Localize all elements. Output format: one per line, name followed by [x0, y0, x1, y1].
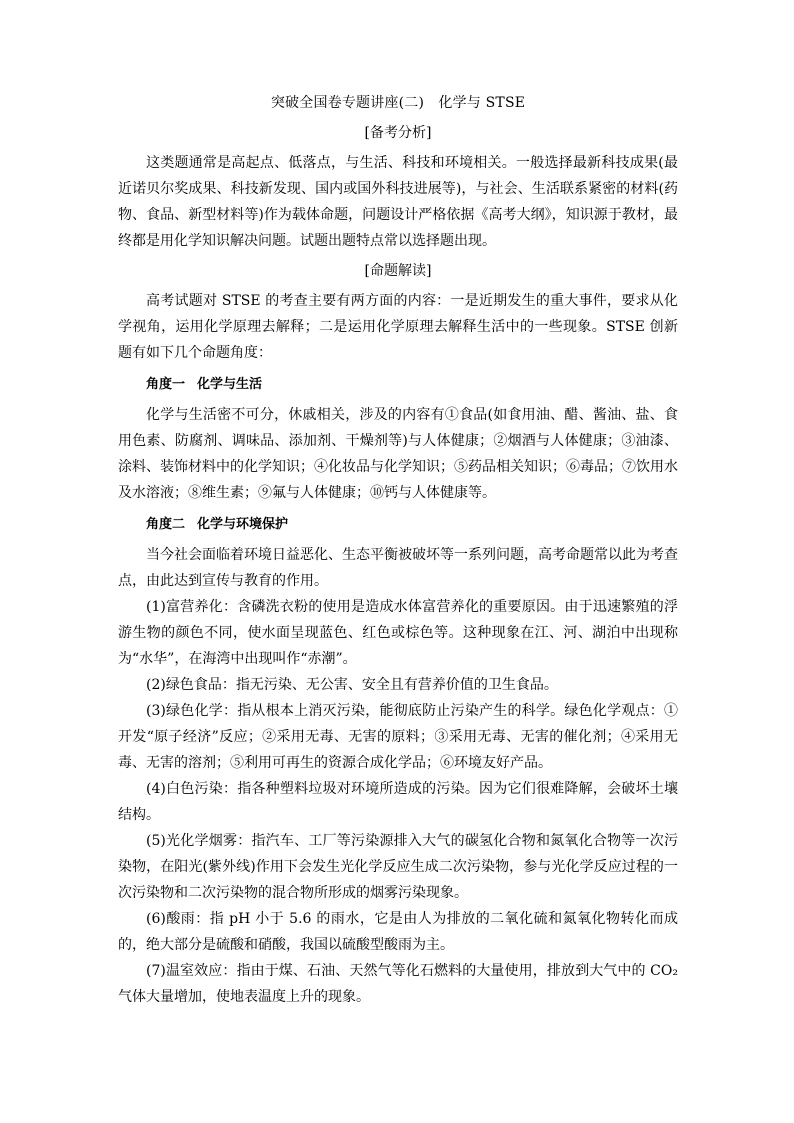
interpretation-paragraph: 高考试题对 STSE 的考查主要有两方面的内容：一是近期发生的重大事件，要求从化学视角，运用化学原理去解释；二是运用化学原理去解释生活中的一些现象。STSE 创新题有如下几个命题角度：: [118, 293, 678, 361]
angle1-paragraph: 化学与生活密不可分，休戚相关，涉及的内容有①食品(如食用油、醋、酱油、盐、食用色素、防腐剂、调味品、添加剂、干燥剂等)与人体健康；②烟酒与人体健康；③油漆、涂料、装饰材料中的化学知识；④化妆品与化学知识；⑤药品相关知识；⑥毒品；⑦饮用水及水溶液；⑧维生素；⑨氟与人体健康；⑩钙与人体健康等。: [118, 407, 678, 501]
angle1-name: 化学与生活: [197, 377, 263, 392]
angle2-name: 化学与环境保护: [197, 517, 289, 532]
angle2-item-greenhouse-effect: (7)温室效应：指由于煤、石油、天然气等化石燃料的大量使用，排放到大气中的 CO₂ 气体大量增加，使地表温度上升的现象。: [118, 963, 678, 1005]
angle2-item-green-chemistry: (3)绿色化学：指从根本上消灭污染，能彻底防止污染产生的科学。绿色化学观点：①开发“原子经济”反应；②采用无毒、无害的原料；③采用无毒、无害的催化剂；④采用无毒、无害的溶剂；⑤利用可再生的资源合成化学品；⑥环境友好产品。: [118, 703, 678, 771]
angle1-heading: [118, 372, 678, 398]
angle2-item-eutrophication: (1)富营养化：含磷洗衣粉的使用是造成水体富营养化的重要原因。由于迅速繁殖的浮游生物的颜色不同，使水面呈现蓝色、红色或棕色等。这种现象在江、河、湖泊中出现称为“水华”，在海湾中出现叫作“赤潮”。: [118, 599, 678, 667]
angle2-item-green-food: (2)绿色食品：指无污染、无公害、安全且有营养价值的卫生食品。: [146, 677, 558, 693]
section-label-interpretation: [命题解读]: [364, 263, 432, 279]
angle2-heading: [118, 512, 678, 538]
analysis-paragraph: 这类题通常是高起点、低落点，与生活、科技和环境相关。一般选择最新科技成果(最近诺贝尔奖成果、科技新发现、国内或国外科技进展等)，与社会、生活联系紧密的材料(药物、食品、新型材料等)作为载体命题，问题设计严格依据《高考大纲》，知识源于教材，最终都是用化学知识解决问题。试题出题特点常以选择题出现。: [118, 155, 678, 249]
angle2-item-acid-rain: (6)酸雨：指 pH 小于 5.6 的雨水，它是由人为排放的二氧化硫和氮氧化物转化而成的，绝大部分是硫酸和硝酸，我国以硫酸型酸雨为主。: [118, 911, 678, 953]
angle1-number: 角度一: [146, 377, 186, 392]
angle2-item-white-pollution: (4)白色污染：指各种塑料垃圾对环境所造成的污染。因为它们很难降解，会破坏土壤结构。: [118, 781, 678, 823]
angle2-item-photochemical-smog: (5)光化学烟雾：指汽车、工厂等污染源排入大气的碳氢化合物和氮氧化合物等一次污染物，在阳光(紫外线)作用下会发生光化学反应生成二次污染物，参与光化学反应过程的一次污染物和二次污染物的混合物所形成的烟雾污染现象。: [118, 833, 678, 901]
document-page: [118, 92, 678, 1010]
section-label-analysis: [备考分析]: [364, 125, 432, 141]
angle2-number: 角度二: [146, 517, 186, 532]
document-title: 突破全国卷专题讲座(二) 化学与 STSE: [270, 95, 526, 111]
angle2-intro: 当今社会面临着环境日益恶化、生态平衡被破坏等一系列问题，高考命题常以此为考查点，由此达到宣传与教育的作用。: [118, 547, 678, 589]
